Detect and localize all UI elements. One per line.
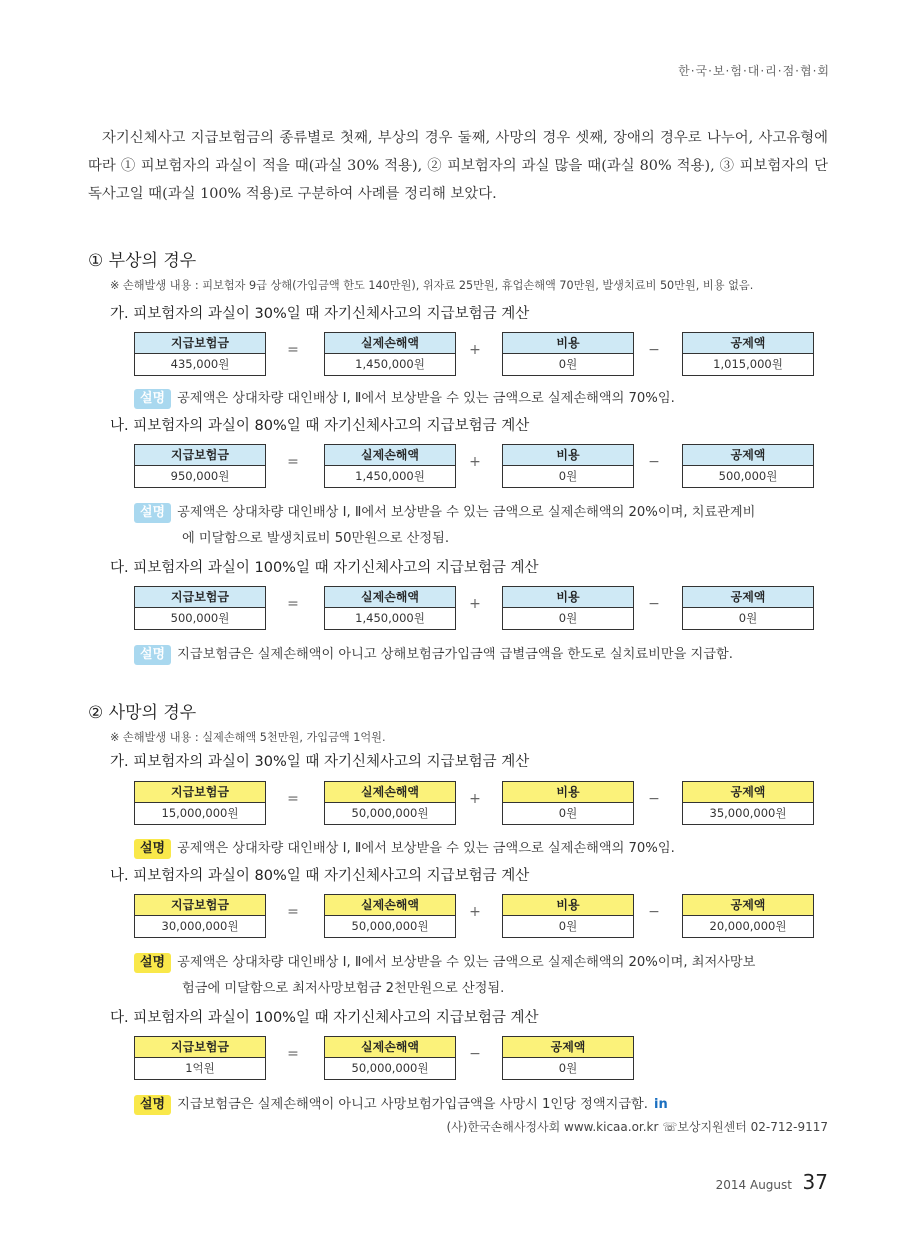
explanation-text-continued: 에 미달함으로 발생치료비 50만원으로 산정됨. — [182, 531, 450, 546]
explanation — [134, 500, 834, 552]
formula-value: 50,000,000원 — [351, 1061, 429, 1075]
equals-operator: = — [287, 904, 299, 920]
plus-operator: + — [469, 342, 481, 358]
formula-value: 1억원 — [185, 1061, 215, 1075]
explanation-text: 공제액은 상대차량 대인배상 Ⅰ, Ⅱ에서 보상받을 수 있는 금액으로 실제손해액의 70%임. — [177, 391, 675, 406]
case-title: 가. 피보험자의 과실이 30%일 때 자기신체사고의 지급보험금 계산 — [110, 754, 530, 770]
formula-label: 실제손해액 — [325, 782, 455, 803]
formula-row — [134, 781, 806, 825]
section-title-injury: ① 부상의 경우 — [88, 251, 197, 271]
page-number: 37 — [802, 1170, 828, 1194]
formula-box-actual-loss — [324, 332, 456, 376]
formula-value: 0원 — [558, 357, 578, 371]
formula-value: 1,450,000원 — [355, 611, 425, 625]
formula-label: 실제손해액 — [325, 445, 455, 466]
formula-label: 지급보험금 — [135, 782, 265, 803]
formula-value: 20,000,000원 — [709, 919, 787, 933]
formula-value: 0원 — [558, 1061, 578, 1075]
explanation — [134, 386, 834, 412]
equals-operator: = — [287, 791, 299, 807]
formula-value: 500,000원 — [718, 469, 778, 483]
formula-value: 0원 — [558, 919, 578, 933]
explanation-badge: 설명 — [134, 953, 171, 973]
formula-row — [134, 332, 806, 376]
explanation — [134, 950, 834, 1002]
formula-box-cost — [502, 781, 634, 825]
case-title: 다. 피보험자의 과실이 100%일 때 자기신체사고의 지급보험금 계산 — [110, 1010, 539, 1026]
formula-label: 지급보험금 — [135, 1037, 265, 1058]
formula-box-cost — [502, 332, 634, 376]
formula-box-payout — [134, 586, 266, 630]
equals-operator: = — [287, 454, 299, 470]
section-title-death: ② 사망의 경우 — [88, 703, 197, 723]
formula-label: 공제액 — [683, 587, 813, 608]
explanation-badge: 설명 — [134, 839, 171, 859]
section-note-death: ※ 손해발생 내용 : 실제손해액 5천만원, 가입금액 1억원. — [110, 731, 386, 744]
formula-label: 공제액 — [683, 782, 813, 803]
source-credit: (사)한국손해사정사회 www.kicaa.or.kr ☏보상지원센터 02-712-9117 — [446, 1120, 828, 1134]
formula-box-payout — [134, 894, 266, 938]
plus-operator: + — [469, 904, 481, 920]
case-title: 나. 피보험자의 과실이 80%일 때 자기신체사고의 지급보험금 계산 — [110, 418, 530, 434]
formula-value: 950,000원 — [170, 469, 230, 483]
formula-value: 0원 — [558, 469, 578, 483]
explanation — [134, 1092, 834, 1118]
formula-label: 비용 — [503, 587, 633, 608]
explanation-badge: 설명 — [134, 389, 171, 409]
formula-label: 지급보험금 — [135, 587, 265, 608]
formula-label: 지급보험금 — [135, 895, 265, 916]
explanation-text-continued: 험금에 미달함으로 최저사망보험금 2천만원으로 산정됨. — [182, 981, 505, 996]
minus-operator: − — [648, 791, 660, 807]
formula-box-actual-loss — [324, 1036, 456, 1080]
formula-label: 비용 — [503, 333, 633, 354]
formula-value: 1,450,000원 — [355, 357, 425, 371]
formula-value: 435,000원 — [170, 357, 230, 371]
equals-operator: = — [287, 596, 299, 612]
formula-label: 실제손해액 — [325, 333, 455, 354]
formula-value: 50,000,000원 — [351, 806, 429, 820]
formula-box-deduction — [682, 586, 814, 630]
formula-row — [134, 894, 806, 938]
minus-operator: − — [648, 342, 660, 358]
formula-value: 35,000,000원 — [709, 806, 787, 820]
formula-label: 비용 — [503, 895, 633, 916]
formula-value: 0원 — [738, 611, 758, 625]
formula-value: 0원 — [558, 611, 578, 625]
formula-box-actual-loss — [324, 586, 456, 630]
formula-label: 지급보험금 — [135, 445, 265, 466]
case-title: 다. 피보험자의 과실이 100%일 때 자기신체사고의 지급보험금 계산 — [110, 560, 539, 576]
intro-text: 자기신체사고 지급보험금의 종류별로 첫째, 부상의 경우 둘째, 사망의 경우 셋째, 장애의 경우로 나누어, 사고유형에 따라 ① 피보험자의 과실이 적을 때(과실 30% 적용), ② 피보험자의 과실 많을 때(과실 80% 적용), ③ 피보험자의 단독사고일 때(과실 100% 적용)로 구분하여 사례를 정리해 보았다. — [88, 130, 828, 202]
formula-box-payout — [134, 1036, 266, 1080]
intro-paragraph — [88, 124, 828, 208]
formula-row — [134, 1036, 806, 1080]
explanation-badge: 설명 — [134, 1095, 171, 1115]
formula-box-actual-loss — [324, 781, 456, 825]
formula-value: 50,000,000원 — [351, 919, 429, 933]
formula-box-actual-loss — [324, 894, 456, 938]
explanation-text: 지급보험금은 실제손해액이 아니고 상해보험금가입금액 급별금액을 한도로 실치료비만을 지급함. — [177, 647, 733, 662]
minus-operator: − — [648, 904, 660, 920]
explanation — [134, 642, 834, 668]
formula-box-deduction — [502, 1036, 634, 1080]
plus-operator: + — [469, 596, 481, 612]
formula-box-payout — [134, 332, 266, 376]
plus-operator: + — [469, 791, 481, 807]
minus-operator: − — [648, 596, 660, 612]
explanation-text: 지급보험금은 실제손해액이 아니고 사망보험가입금액을 사망시 1인당 정액지급함. — [177, 1097, 648, 1112]
explanation-badge: 설명 — [134, 645, 171, 665]
formula-value: 15,000,000원 — [161, 806, 239, 820]
formula-row — [134, 586, 806, 630]
explanation-badge: 설명 — [134, 503, 171, 523]
explanation-text: 공제액은 상대차량 대인배상 Ⅰ, Ⅱ에서 보상받을 수 있는 금액으로 실제손해액의 20%이며, 치료관계비 — [177, 505, 756, 520]
formula-label: 실제손해액 — [325, 1037, 455, 1058]
formula-box-cost — [502, 586, 634, 630]
equals-operator: = — [287, 1046, 299, 1062]
formula-box-actual-loss — [324, 444, 456, 488]
formula-label: 공제액 — [683, 895, 813, 916]
explanation-text: 공제액은 상대차량 대인배상 Ⅰ, Ⅱ에서 보상받을 수 있는 금액으로 실제손해액의 70%임. — [177, 841, 675, 856]
case-title: 나. 피보험자의 과실이 80%일 때 자기신체사고의 지급보험금 계산 — [110, 868, 530, 884]
minus-operator: − — [648, 454, 660, 470]
footer-date: 2014 August — [715, 1178, 792, 1192]
formula-value: 500,000원 — [170, 611, 230, 625]
formula-box-deduction — [682, 781, 814, 825]
formula-box-payout — [134, 444, 266, 488]
formula-label: 공제액 — [683, 333, 813, 354]
formula-label: 공제액 — [503, 1037, 633, 1058]
kicaa-logo-icon: in — [654, 1097, 668, 1112]
minus-operator: − — [469, 1046, 481, 1062]
formula-box-payout — [134, 781, 266, 825]
formula-value: 30,000,000원 — [161, 919, 239, 933]
formula-value: 1,015,000원 — [713, 357, 783, 371]
section-note-injury: ※ 손해발생 내용 : 피보험자 9급 상해(가입금액 한도 140만원), 위자료 25만원, 휴업손해액 70만원, 발생치료비 50만원, 비용 없음. — [110, 279, 754, 292]
formula-label: 비용 — [503, 782, 633, 803]
formula-label: 실제손해액 — [325, 895, 455, 916]
formula-label: 비용 — [503, 445, 633, 466]
header-organization: 한·국·보·험·대·리·점·협·회 — [678, 64, 830, 78]
formula-box-cost — [502, 444, 634, 488]
formula-value: 1,450,000원 — [355, 469, 425, 483]
formula-box-cost — [502, 894, 634, 938]
formula-box-deduction — [682, 332, 814, 376]
formula-row — [134, 444, 806, 488]
formula-label: 실제손해액 — [325, 587, 455, 608]
explanation-text: 공제액은 상대차량 대인배상 Ⅰ, Ⅱ에서 보상받을 수 있는 금액으로 실제손해액의 20%이며, 최저사망보 — [177, 955, 756, 970]
case-title: 가. 피보험자의 과실이 30%일 때 자기신체사고의 지급보험금 계산 — [110, 306, 530, 322]
plus-operator: + — [469, 454, 481, 470]
formula-box-deduction — [682, 894, 814, 938]
formula-label: 공제액 — [683, 445, 813, 466]
explanation — [134, 836, 834, 862]
formula-label: 지급보험금 — [135, 333, 265, 354]
formula-box-deduction — [682, 444, 814, 488]
equals-operator: = — [287, 342, 299, 358]
formula-value: 0원 — [558, 806, 578, 820]
